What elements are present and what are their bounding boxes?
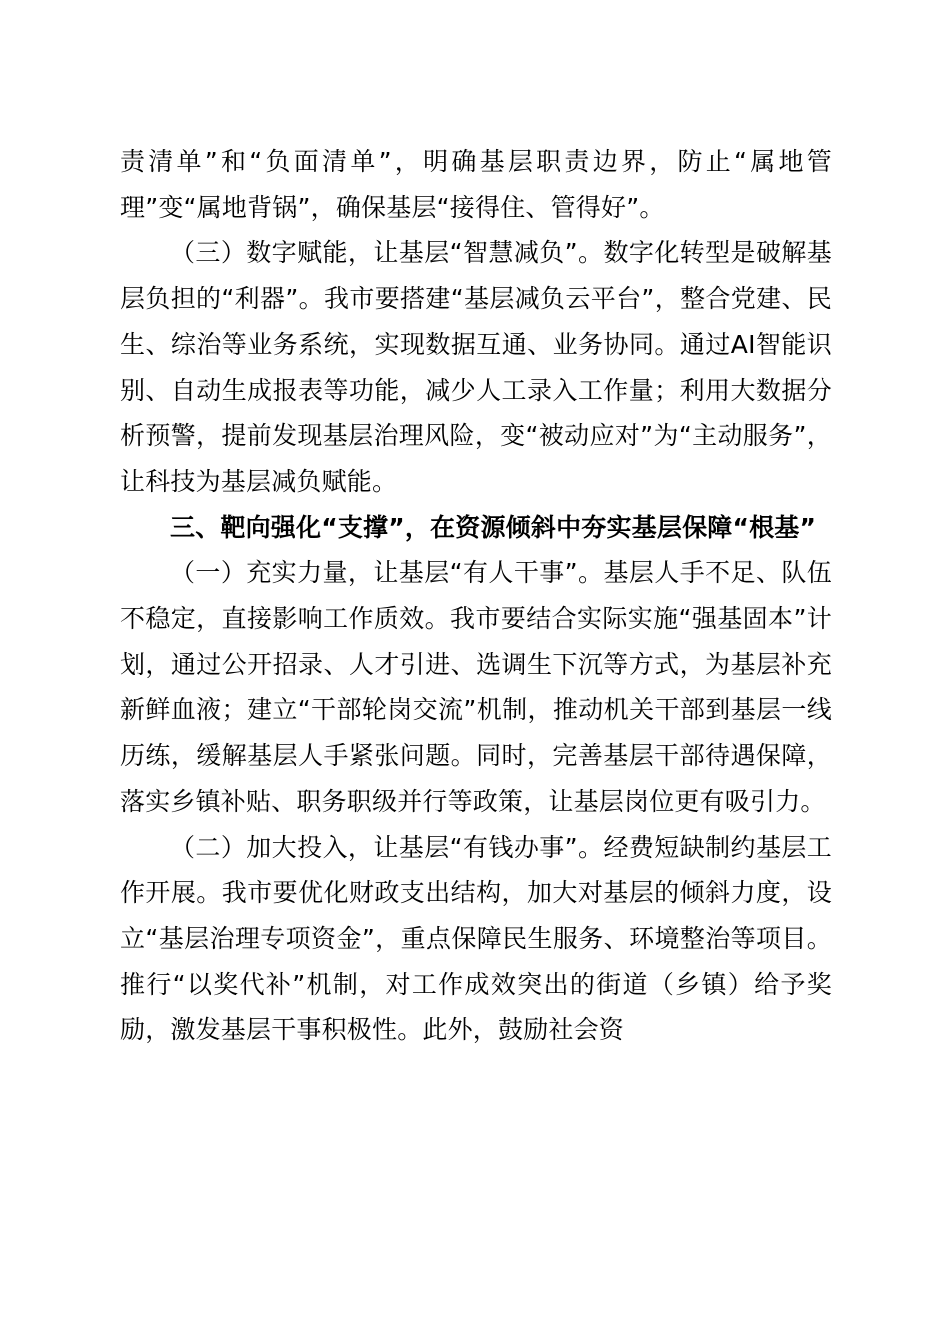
paragraph-increase-investment: （二）加大投入，让基层“有钱办事”。经费短缺制约基层工作开展。我市要优化财政支出结构，加大对基层的倾斜力度，设立“基层治理专项资金”，重点保障民生服务、环境整治等项目。推行“以奖代补”机制，对工作成效突出的街道（乡镇）给予奖励，激发基层干事积极性。此外，鼓励社会资	[120, 832, 832, 1045]
document-body	[120, 139, 832, 1053]
paragraph-digital-empowerment: （三）数字赋能，让基层“智慧减负”。数字化转型是破解基层负担的“利器”。我市要搭建“基层减负云平台”，整合党建、民生、综治等业务系统，实现数据互通、业务协同。通过AI智能识别、自动生成报表等功能，减少人工录入工作量；利用大数据分析预警，提前发现基层治理风险，变“被动应对”为“主动服务”，让科技为基层减负赋能。	[120, 238, 832, 496]
paragraph-strengthen-staff: （一）充实力量，让基层“有人干事”。基层人手不足、队伍不稳定，直接影响工作质效。我市要结合实际实施“强基固本”计划，通过公开招录、人才引进、选调生下沉等方式，为基层补充新鲜血液；建立“干部轮岗交流”机制，推动机关干部到基层一线历练，缓解基层人手紧张问题。同时，完善基层干部待遇保障，落实乡镇补贴、职务职级并行等政策，让基层岗位更有吸引力。	[120, 558, 832, 816]
paragraph-duty-list: 责清单”和“负面清单”，明确基层职责边界，防止“属地管理”变“属地背锅”，确保基层“接得住、管得好”。	[120, 147, 832, 222]
section-heading-three: 三、靶向强化“支撑”，在资源倾斜中夯实基层保障“根基”	[170, 512, 817, 542]
